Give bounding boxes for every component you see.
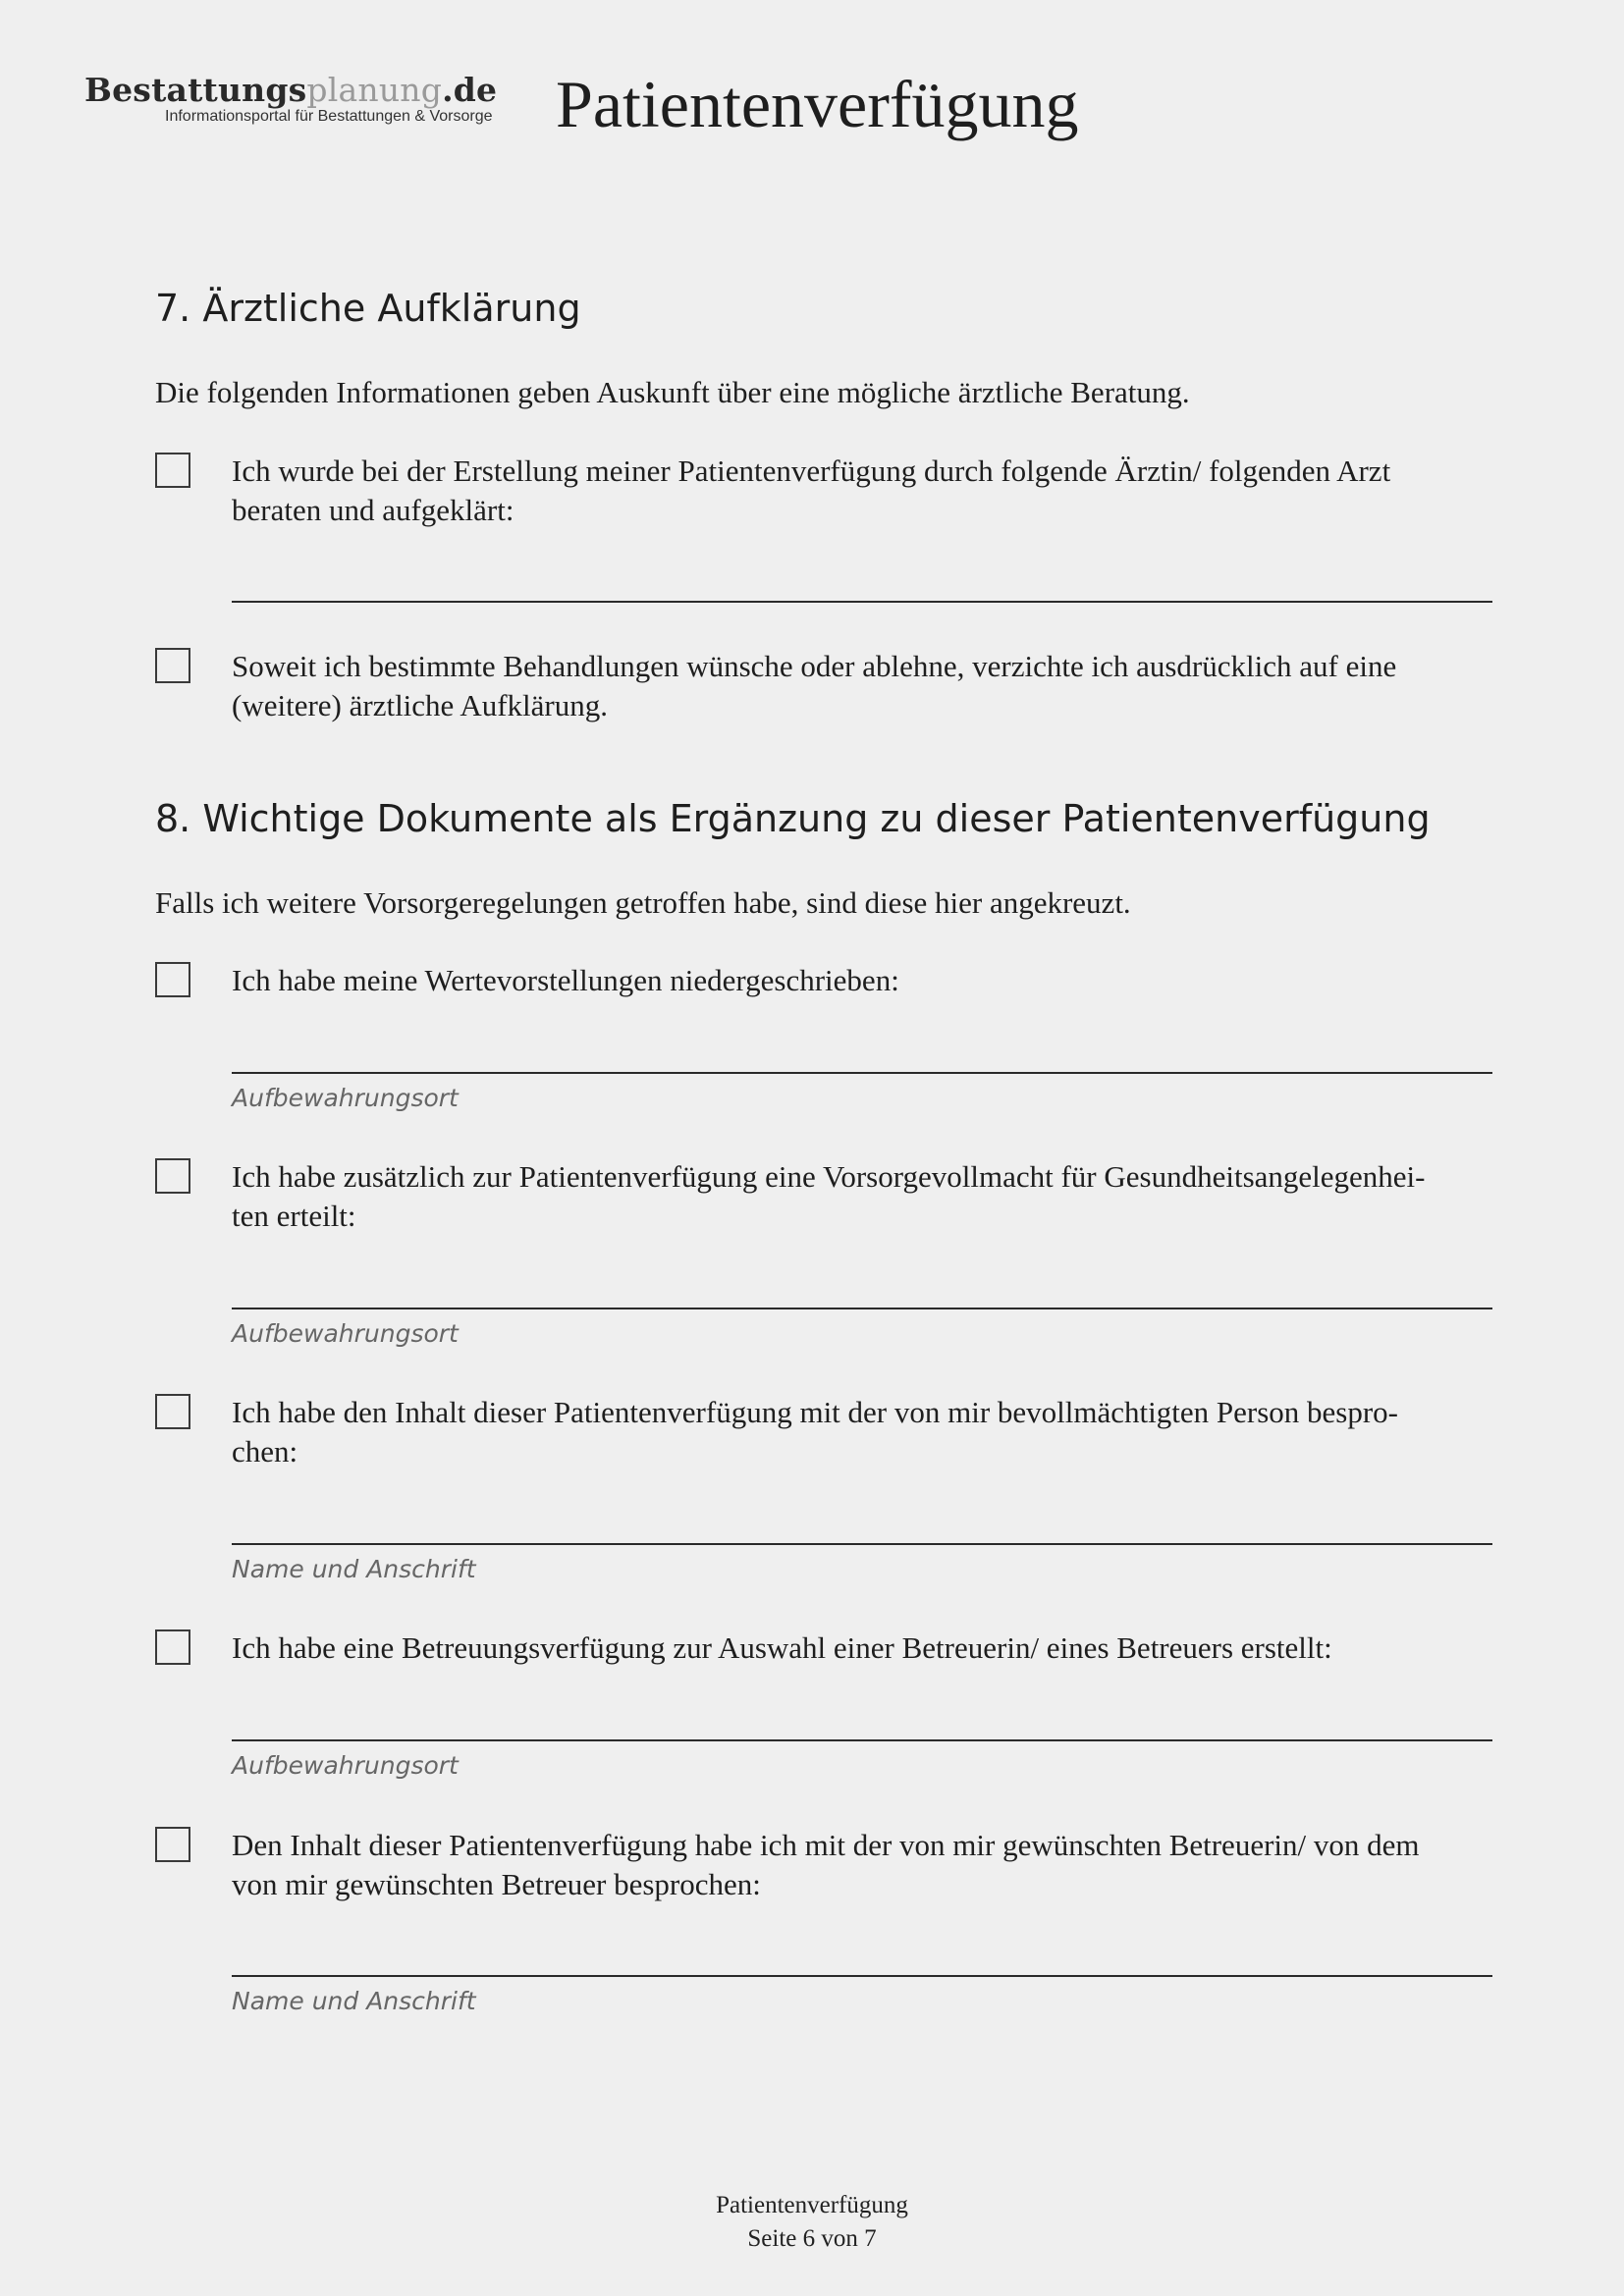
fill-line-proxy-name[interactable] [232, 1543, 1492, 1545]
checkbox-waive-consultation[interactable] [155, 648, 190, 683]
checkbox-health-proxy[interactable] [155, 1158, 190, 1194]
page-number: Seite 6 von 7 [747, 2225, 877, 2252]
document-title: Patientenverfügung [556, 67, 1079, 141]
fill-line-doctor[interactable] [232, 601, 1492, 603]
caption-name-address: Name und Anschrift [232, 1987, 476, 2015]
item-discussed-with-proxy: Ich habe den Inhalt dieser Patientenverfügung mit der von mir bevollmächtigten Person bespro- chen: [232, 1395, 1398, 1468]
fill-line-proxy-storage[interactable] [232, 1308, 1492, 1309]
item-discussed-with-caregiver: Den Inhalt dieser Patientenverfügung habe ich mit der von mir gewünschten Betreuerin/ von dem von mir gewünschten Betreuer besprochen: [232, 1828, 1420, 1901]
checkbox-care-directive[interactable] [155, 1629, 190, 1665]
item-medical-consultation: Ich wurde bei der Erstellung meiner Patientenverfügung durch folgende Ärztin/ folgenden Arzt beraten und aufgeklärt: [232, 454, 1391, 527]
caption-storage-location: Aufbewahrungsort [232, 1084, 459, 1112]
caption-name-address: Name und Anschrift [232, 1555, 476, 1583]
caption-storage-location: Aufbewahrungsort [232, 1319, 459, 1348]
section-7-heading: 7. Ärztliche Aufklärung [155, 287, 581, 330]
section-8-heading: 8. Wichtige Dokumente als Ergänzung zu dieser Patientenverfügung [155, 797, 1431, 840]
caption-storage-location: Aufbewahrungsort [232, 1751, 459, 1780]
fill-line-caregiver-name[interactable] [232, 1975, 1492, 1977]
page-footer [0, 2189, 1624, 2256]
item-care-directive: Ich habe eine Betreuungsverfügung zur Auswahl einer Betreuerin/ eines Betreuers erstellt: [232, 1630, 1332, 1665]
fill-line-care-storage[interactable] [232, 1739, 1492, 1741]
item-health-proxy: Ich habe zusätzlich zur Patientenverfügung eine Vorsorgevollmacht für Gesundheitsangelegenhei- ten erteilt: [232, 1159, 1426, 1233]
checkbox-discussed-with-proxy[interactable] [155, 1394, 190, 1429]
checkbox-values-statement[interactable] [155, 962, 190, 997]
checkbox-discussed-with-caregiver[interactable] [155, 1827, 190, 1862]
site-logo [84, 71, 497, 126]
logo-tagline: Informationsportal für Bestattungen & Vorsorge [165, 108, 493, 125]
item-waive-consultation: Soweit ich bestimmte Behandlungen wünsche oder ablehne, verzichte ich ausdrücklich auf eine (weitere) ärztliche Aufklärung. [232, 649, 1397, 722]
section-8-intro: Falls ich weitere Vorsorgeregelungen getroffen habe, sind diese hier angekreuzt. [155, 885, 1131, 920]
item-values-statement: Ich habe meine Wertevorstellungen niedergeschrieben: [232, 963, 899, 997]
fill-line-values-storage[interactable] [232, 1072, 1492, 1074]
checkbox-medical-consultation[interactable] [155, 453, 190, 488]
footer-title: Patientenverfügung [716, 2192, 908, 2218]
section-7-intro: Die folgenden Informationen geben Auskunft über eine mögliche ärztliche Beratung. [155, 375, 1190, 409]
logo-wordmark: Bestattungsplanung.de [84, 71, 498, 109]
